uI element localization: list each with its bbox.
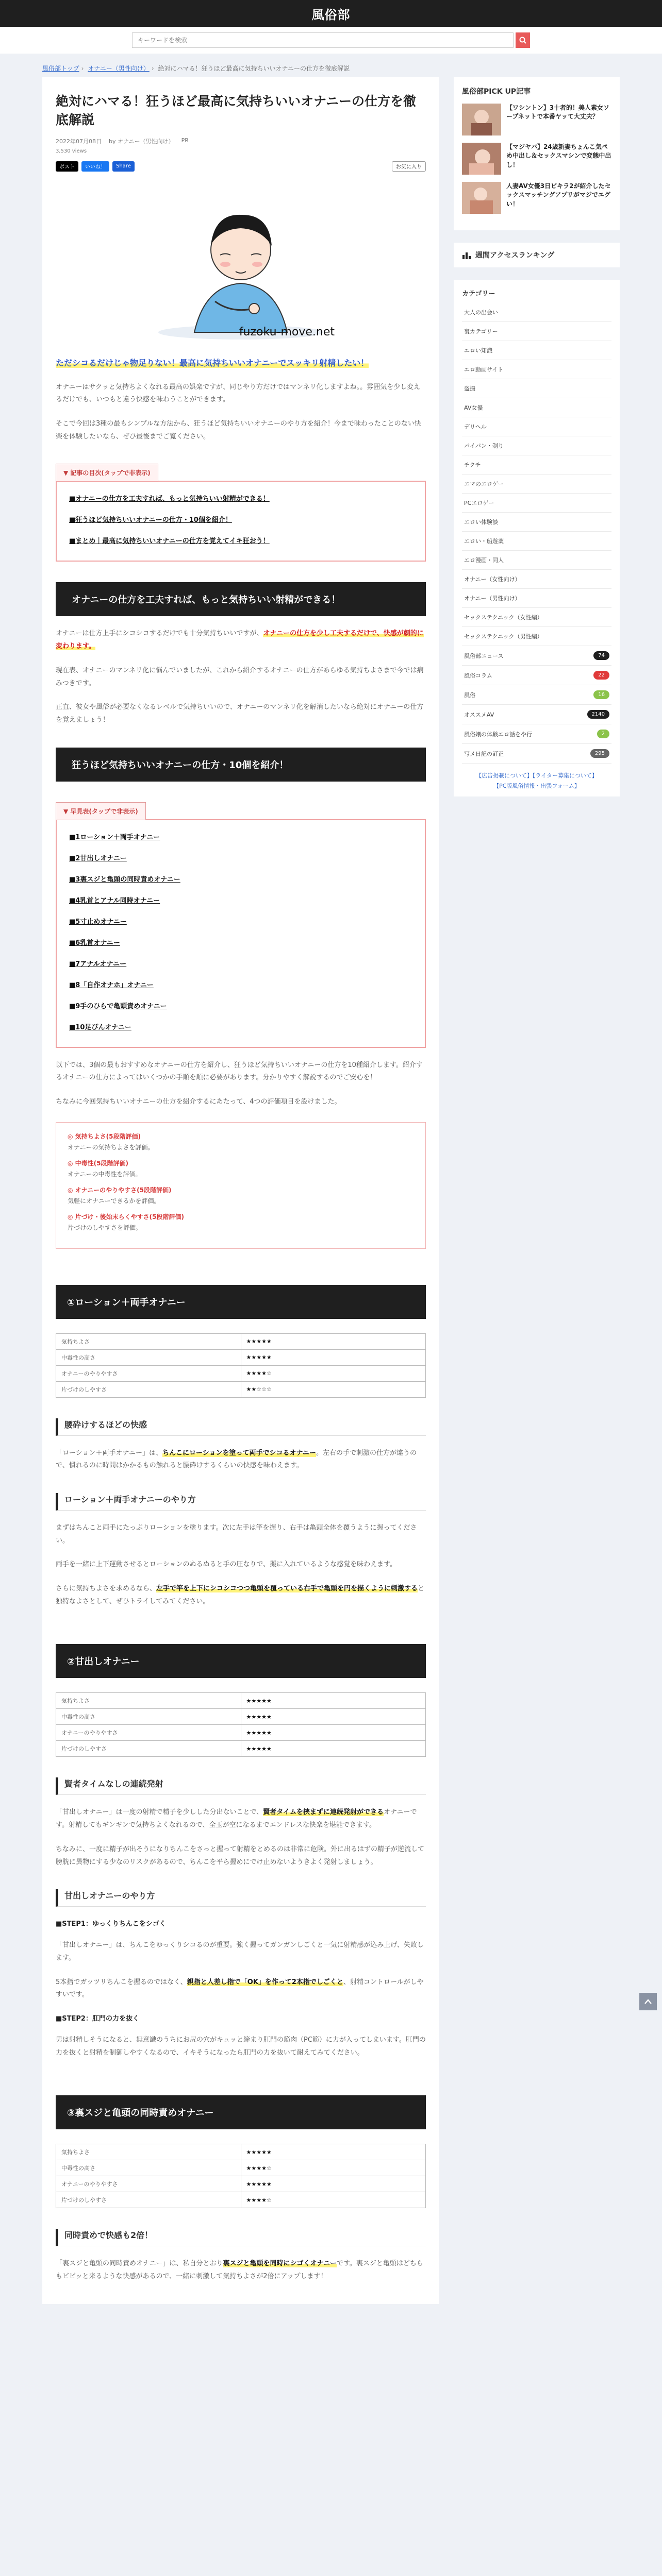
table-row: [56, 1349, 426, 1365]
category-item[interactable]: [462, 744, 611, 764]
category-label: 風俗部ニュース: [464, 652, 504, 659]
category-item[interactable]: [462, 724, 611, 744]
section-paragraph: ちなみに今回気持ちいいオナニーの仕方を紹介するにあたって、4つの評価項目を設けました。: [56, 1097, 341, 1106]
search-icon: [519, 37, 526, 44]
rating-stars: ★★★★★: [241, 1709, 426, 1725]
category-item[interactable]: [462, 436, 611, 455]
highlight-text: オナニーの仕方を少し工夫するだけで、快感が劇的に変わります。: [56, 630, 424, 651]
quick-index-link[interactable]: ■3裏スジと亀頭の同時責めオナニー: [69, 875, 180, 884]
category-count-badge: 16: [593, 690, 609, 699]
intro-paragraph-1: オナニーはサクッと気持ちよくなれる最高の娯楽ですが、同じやり方だけではマンネリ化しますよね。。雰囲気を少し変えるだけでも、いつもと違う快感を味わうことができます。: [56, 383, 421, 404]
category-item[interactable]: [462, 379, 611, 398]
category-label: PCエロゲー: [464, 500, 494, 506]
pickup-thumbnail: [462, 143, 501, 175]
category-label: セックステクニック（女性編）: [464, 614, 543, 621]
table-row: [56, 1381, 426, 1397]
highlight-text: 左手で竿を上下にシコシコつつ亀頭を覆っている右手で亀頭を円を描くように刺激する: [156, 1585, 418, 1593]
rating-label: オナニーのやりやすさ: [56, 1365, 241, 1381]
category-label: エマのエロゲー: [464, 481, 504, 487]
category-item[interactable]: [462, 417, 611, 436]
paragraph-text: オナニーは仕方上手にシコシコするだけでも十分気持ちいいですが、: [56, 630, 263, 638]
bookmark-button[interactable]: お気に入り: [392, 161, 426, 172]
section-paragraph: [56, 1976, 426, 2002]
category-item[interactable]: [462, 513, 611, 532]
step-heading: ■STEP2：肛門の力を抜く: [56, 2014, 139, 2023]
footer-link[interactable]: 【広告掲載について】【ライター募集について】: [476, 772, 598, 779]
breadcrumb-category[interactable]: オナニー（男性向け）: [88, 65, 150, 72]
category-label: パイパン・剃り: [464, 443, 504, 449]
criteria-value: 片づけのしやすさを評価。: [68, 1224, 142, 1231]
section-paragraph: [56, 628, 426, 653]
category-count-badge: 2: [597, 730, 609, 738]
criteria-value: オナニーの気持ちよさを評価。: [68, 1143, 154, 1151]
article-date: 2022年07月08日: [56, 138, 102, 145]
toc-link[interactable]: ■狂うほど気持ちいいオナニーの仕方・10個を紹介！: [69, 516, 232, 524]
category-item[interactable]: [462, 570, 611, 589]
quick-index-link[interactable]: ■2甘出しオナニー: [69, 854, 127, 862]
method-heading: ①ローション＋両手オナニー: [56, 1285, 426, 1319]
site-logo[interactable]: 風俗部: [311, 7, 351, 22]
quick-index-link[interactable]: ■8「自作オナホ」オナニー: [69, 981, 154, 989]
table-row: [56, 2144, 426, 2160]
category-label: 盗撮: [464, 385, 475, 392]
category-item[interactable]: [462, 551, 611, 570]
rating-stars: ★★★★★: [241, 1333, 426, 1349]
rating-table: [56, 1333, 426, 1398]
category-label: チクチ: [464, 462, 481, 468]
subsection-heading: 賢者タイムなしの連続発射: [56, 1777, 426, 1795]
category-item[interactable]: [462, 666, 611, 685]
rating-stars: ★★★★★: [241, 1725, 426, 1741]
quick-index-box: [56, 819, 426, 1048]
paragraph-text: です。裏スジと亀頭はどちらもビビッと来るような快感があるので、一緒に刺激して気持ちよさが2倍にアップします！: [56, 2260, 423, 2280]
table-row: [56, 2192, 426, 2208]
article: [42, 77, 439, 2304]
section-paragraph: 「甘出しオナニー」は、ちんこをゆっくりシコるのが重要。強く握ってガンガンしごくと一気に射精感が込み上げ、失敗します。: [56, 1941, 424, 1962]
criteria-key: ◎ 片づけ・後始末らくやすさ(5段階評価): [68, 1213, 184, 1221]
pickup-item[interactable]: [462, 143, 611, 175]
pickup-item[interactable]: [462, 104, 611, 135]
category-label: オススメAV: [464, 711, 494, 718]
step-heading: ■STEP1：ゆっくりちんこをシゴく: [56, 1920, 166, 1928]
category-item[interactable]: [462, 608, 611, 627]
article-author[interactable]: by オナニー（男性向け）: [109, 138, 174, 145]
category-label: セックステクニック（男性編）: [464, 633, 543, 640]
rating-label: 片づけのしやすさ: [56, 1741, 241, 1757]
subsection-heading: 甘出しオナニーのやり方: [56, 1889, 426, 1907]
page-title: 絶対にハマる！狂うほど最高に気持ちいいオナニーの仕方を徹底解説: [56, 94, 417, 128]
breadcrumb: 風俗部トップ › オナニー（男性向け） › 絶対にハマる！狂うほど最高に気持ちいいオナニーの仕方を徹底解説: [42, 65, 350, 72]
rating-label: 片づけのしやすさ: [56, 1381, 241, 1397]
category-label: AV女優: [464, 404, 483, 411]
criteria-box: [56, 1122, 426, 1249]
category-item[interactable]: [462, 398, 611, 417]
quick-index-link[interactable]: ■5寸止めオナニー: [69, 918, 127, 926]
footer-link[interactable]: 【PC版風俗情報・出張フォーム】: [493, 782, 580, 789]
category-label: 大人の出会い: [464, 309, 498, 316]
toc-link[interactable]: ■まとめ｜最高に気持ちいいオナニーの仕方を覚えてイキ狂おう！: [69, 537, 270, 546]
rating-label: 中毒性の高さ: [56, 2160, 241, 2176]
category-label: 風俗コラム: [464, 672, 492, 679]
search-input[interactable]: [132, 32, 514, 48]
rating-stars: ★★★★★: [241, 1349, 426, 1365]
article-meta: [56, 137, 426, 145]
rating-label: オナニーのやりやすさ: [56, 2176, 241, 2192]
criteria-value: オナニーの中毒性を評価。: [68, 1170, 142, 1178]
table-row: [56, 2160, 426, 2176]
toc-link[interactable]: ■オナニーの仕方を工夫すれば、もっと気持ちいい射精ができる！: [69, 495, 270, 503]
table-row: [56, 2176, 426, 2192]
breadcrumb-current: 絶対にハマる！狂うほど最高に気持ちいいオナニーの仕方を徹底解説: [158, 65, 350, 72]
table-of-contents: [56, 464, 426, 562]
table-row: [56, 1725, 426, 1741]
category-item[interactable]: [462, 341, 611, 360]
section-paragraph: 両手を一緒に上下運動させるとローションのぬるぬると手の圧なりで、擬に入れているような感覚を味わえます。: [56, 1561, 397, 1569]
rating-label: 中毒性の高さ: [56, 1709, 241, 1725]
paragraph-text: 5本指でガッツリちんこを握るのではなく、: [56, 1978, 187, 1986]
rating-table: [56, 2144, 426, 2208]
table-row: [56, 1741, 426, 1757]
rating-label: 気持ちよさ: [56, 1333, 241, 1349]
category-label: エロい・船遊薬: [464, 538, 504, 545]
paragraph-text: さらに気持ちよさを求めるなら、: [56, 1585, 157, 1593]
paragraph-text: 、射精コントロールがしやすいです。: [56, 1978, 424, 1999]
category-item[interactable]: [462, 455, 611, 474]
category-label: 風俗: [464, 691, 475, 699]
method-heading: ③裏スジと亀頭の同時責めオナニー: [56, 2095, 426, 2129]
category-item[interactable]: [462, 494, 611, 513]
category-item[interactable]: [462, 646, 611, 666]
category-label: エロ動画サイト: [464, 366, 504, 373]
category-item[interactable]: [462, 360, 611, 379]
category-label: 風俗嬢の体験エロ話をや行: [464, 731, 532, 738]
share-x-button[interactable]: ポスト: [56, 161, 78, 172]
category-label: 写メ日記の訂正: [464, 750, 504, 757]
section-paragraph: 現在表、オナニーのマンネリ化に悩んでいましたが、これから紹介するオナニーの仕方があらゆる気持ちよさまで今では病みつきです。: [56, 666, 424, 687]
intro-paragraph-2: そこで今回は3種の最もシンプルな方法から、狂うほど気持ちいいオナニーのやり方を紹介！今まで味わったことのない快楽を体験したいなら、ぜひ最後までご覧ください。: [56, 420, 421, 440]
ranking-panel[interactable]: [454, 243, 620, 267]
pickup-thumbnail: [462, 104, 501, 135]
category-label: オナニー（男性向け）: [464, 595, 521, 602]
paragraph-text: と独特なよさとして、ぜひトライしてみてください。: [56, 1585, 425, 1605]
rating-stars: ★★★★★: [241, 2176, 426, 2192]
highlight-text: 親指と人差し指で「OK」を作って2本指でしごくと: [187, 1978, 343, 1986]
pickup-thumbnail: [462, 182, 501, 214]
highlight-text: 賢者タイムを挟まずに連続発射ができる: [263, 1808, 384, 1817]
pickup-item-title: 【ワシントン】3十者的！美人素女ソープネットで本番ヤッて大丈夫？: [506, 104, 610, 121]
site-header: [0, 0, 662, 27]
section-paragraph: まずはちんこと両手にたっぷりローションを塗ります。次に左手は竿を握り、右手は亀頭全体を覆うように握ってください。: [56, 1524, 417, 1545]
toc-box: [56, 481, 426, 562]
category-item[interactable]: [462, 532, 611, 551]
section-paragraph: 以下では、3個の最もおすすめなオナニーの仕方を紹介し、狂うほど気持ちいいオナニーの仕方を10種紹介します。紹介するオナニーの仕方によってはいくつかの手順を順に必要があります。分かりやすく解説するのでご安心を！: [56, 1061, 423, 1082]
rating-label: 中毒性の高さ: [56, 1349, 241, 1365]
rating-stars: ★★★★☆: [241, 2192, 426, 2208]
sidebar-footer-links: [462, 771, 611, 791]
pickup-item-title: 人妻AV女優3日ビキラ2が紹介したセックスマッチングアプリがマジでエグい！: [506, 182, 611, 208]
paragraph-text: 「裏スジと亀頭の同時責めオナニー」は、私自分とおり: [56, 2260, 223, 2268]
section-paragraph: [56, 1806, 426, 1832]
section-paragraph: [56, 1583, 426, 1608]
category-item[interactable]: [462, 685, 611, 705]
quick-index-link[interactable]: ■10足ぴんオナニー: [69, 1023, 131, 1031]
section-paragraph: 男は射精しそうになると、無意識のうちにお尻の穴がキュッと締まり肛門の筋肉（PC筋）に力が入ってしまいます。肛門の力を抜くと射精を制御しやすくなるので、イキそうになったら肛門の力を抜いて耐えてみてください。: [56, 2036, 426, 2057]
category-label: エロい知識: [464, 347, 492, 354]
subsection-heading: 同時責めで快感も2倍！: [56, 2229, 426, 2246]
section-paragraph: [56, 1447, 426, 1472]
pickup-item[interactable]: [462, 182, 611, 214]
rating-table: [56, 1692, 426, 1757]
category-item[interactable]: [462, 303, 611, 322]
criteria-key: ◎ オナニーのやりやすさ(5段階評価): [68, 1186, 172, 1194]
category-count-badge: 2140: [587, 710, 609, 719]
category-item[interactable]: [462, 322, 611, 341]
share-button[interactable]: Share: [112, 161, 135, 172]
hero-illustration-art: [133, 178, 349, 343]
category-count-badge: 22: [593, 671, 609, 680]
quick-index-link[interactable]: ■9手のひらで亀頭責めオナニー: [69, 1002, 167, 1010]
method-heading: ②甘出しオナニー: [56, 1644, 426, 1678]
section-paragraph: [56, 2258, 426, 2283]
category-count-badge: 74: [593, 651, 609, 660]
rating-stars: ★★★★★: [241, 2144, 426, 2160]
quick-index-label: 早見表(タップで非表示): [70, 807, 138, 815]
section-heading: 狂うほど気持ちいいオナニーの仕方・10個を紹介！: [56, 748, 426, 782]
category-count-badge: 295: [590, 749, 609, 758]
rating-stars: ★★★★☆: [241, 1365, 426, 1381]
highlight-text: ちんこにローションを塗って両手でシコるオナニー: [162, 1449, 316, 1457]
toc-label: 記事の目次(タップで非表示): [70, 469, 151, 477]
rating-label: 片づけのしやすさ: [56, 2192, 241, 2208]
criteria-key: ◎ 中毒性(5段階評価): [68, 1159, 128, 1167]
search-bar: [0, 27, 662, 54]
category-title: カテゴリー: [462, 290, 495, 298]
chevron-up-icon: [644, 1999, 652, 2004]
rating-label: オナニーのやりやすさ: [56, 1725, 241, 1741]
paragraph-text: 。左右の手で刺激の仕方が違うので、慣れるのに時間はかかるもの触れると腰砕けするくらいの快感を味わえます。: [56, 1449, 417, 1470]
breadcrumb-home[interactable]: 風俗部トップ: [42, 65, 79, 72]
category-label: 裏カテゴリー: [464, 328, 498, 335]
ranking-title: 週間アクセスランキング: [475, 251, 555, 260]
pr-label: PR: [181, 137, 189, 144]
share-buttons: [56, 161, 426, 172]
rating-label: 気持ちよさ: [56, 2144, 241, 2160]
paragraph-text: 「ローション＋両手オナニー」は、: [56, 1449, 162, 1457]
category-label: デリヘル: [464, 423, 487, 430]
category-label: オナニー（女性向け）: [464, 576, 521, 583]
lead-highlight: ただシコるだけじゃ物足りない！最高に気持ちいいオナニーでスッキリ射精したい！: [56, 358, 369, 368]
quick-index-link[interactable]: ■7アナルオナニー: [69, 960, 127, 968]
category-item[interactable]: [462, 627, 611, 646]
pickup-panel: [454, 77, 620, 230]
category-panel: [454, 280, 620, 796]
rating-stars: ★★★★☆: [241, 2160, 426, 2176]
quick-index-link[interactable]: ■4乳首とアナル同時オナニー: [69, 896, 160, 905]
toc-toggle[interactable]: ▼ 記事の目次(タップで非表示): [56, 464, 158, 481]
section-paragraph: 正直、彼女や風俗が必要なくなるレベルで気持ちいいので、オナニーのマンネリ化を解消したいなら絶対にオナニーの仕方を覚えましょう！: [56, 703, 424, 724]
paragraph-text: オナニーです。射精してもギンギンで気持ちよくなれるので、全玉が空になるまでエンドレスな快楽を堪能できます。: [56, 1808, 417, 1829]
hero-illustration: [133, 178, 349, 343]
section-paragraph: ちなみに、一度に精子が出そうになりちんこをさっと握って射精をとめるのは非常に危険。外に出るはずの精子が逆流して膀胱に異物にする少なのリスクがあるので、ちんこを平ら握めにでけ止めないようきよく発射しましょう。: [56, 1845, 425, 1866]
share-facebook-button[interactable]: いいね！: [81, 161, 109, 172]
table-row: [56, 1709, 426, 1725]
quick-index-link[interactable]: ■6乳首オナニー: [69, 939, 120, 947]
lead-text: [56, 356, 426, 370]
criteria-value: 気軽にオナニーできるかを評価。: [68, 1197, 160, 1205]
rating-label: 気持ちよさ: [56, 1693, 241, 1709]
section-heading: オナニーの仕方を工夫すれば、もっと気持ちいい射精ができる！: [56, 582, 426, 616]
table-row: [56, 1365, 426, 1381]
ranking-icon: [462, 250, 471, 260]
rating-stars: ★★★★★: [241, 1693, 426, 1709]
back-to-top-button[interactable]: [639, 1993, 657, 2010]
quick-index: [56, 802, 426, 1048]
table-row: [56, 1693, 426, 1709]
rating-stars: ★★☆☆☆: [241, 1381, 426, 1397]
quick-index-toggle[interactable]: ▼ 早見表(タップで非表示): [56, 802, 146, 820]
view-count: 3,530 views: [56, 148, 87, 154]
subsection-heading: ローション＋両手オナニーのやり方: [56, 1493, 426, 1511]
search-button[interactable]: [516, 32, 530, 48]
rating-stars: ★★★★★: [241, 1741, 426, 1757]
category-item[interactable]: [462, 705, 611, 724]
table-row: [56, 1333, 426, 1349]
pickup-title: 風俗部PICK UP記事: [462, 88, 531, 96]
pickup-item-title: 【マジヤバ】24歳新妻ちょんこ気ペめ中出し＆セックスマシンで変態中出し！: [506, 143, 611, 168]
criteria-key: ◎ 気持ちよさ(5段階評価): [68, 1132, 141, 1140]
category-item[interactable]: [462, 589, 611, 608]
quick-index-link[interactable]: ■1ローション＋両手オナニー: [69, 833, 160, 841]
category-label: エロ漫画・同人: [464, 557, 504, 564]
subsection-heading: 腰砕けするほどの快感: [56, 1418, 426, 1436]
paragraph-text: 「甘出しオナニー」は一度の射精で精子を少しした分出ないことで、: [56, 1808, 263, 1817]
image-watermark: fuzoku-move.net: [239, 325, 335, 338]
highlight-text: 裏スジと亀頭を同時にシゴくオナニー: [223, 2260, 337, 2268]
category-label: エロい体験談: [464, 519, 498, 526]
sidebar: [454, 77, 620, 796]
category-item[interactable]: [462, 474, 611, 494]
